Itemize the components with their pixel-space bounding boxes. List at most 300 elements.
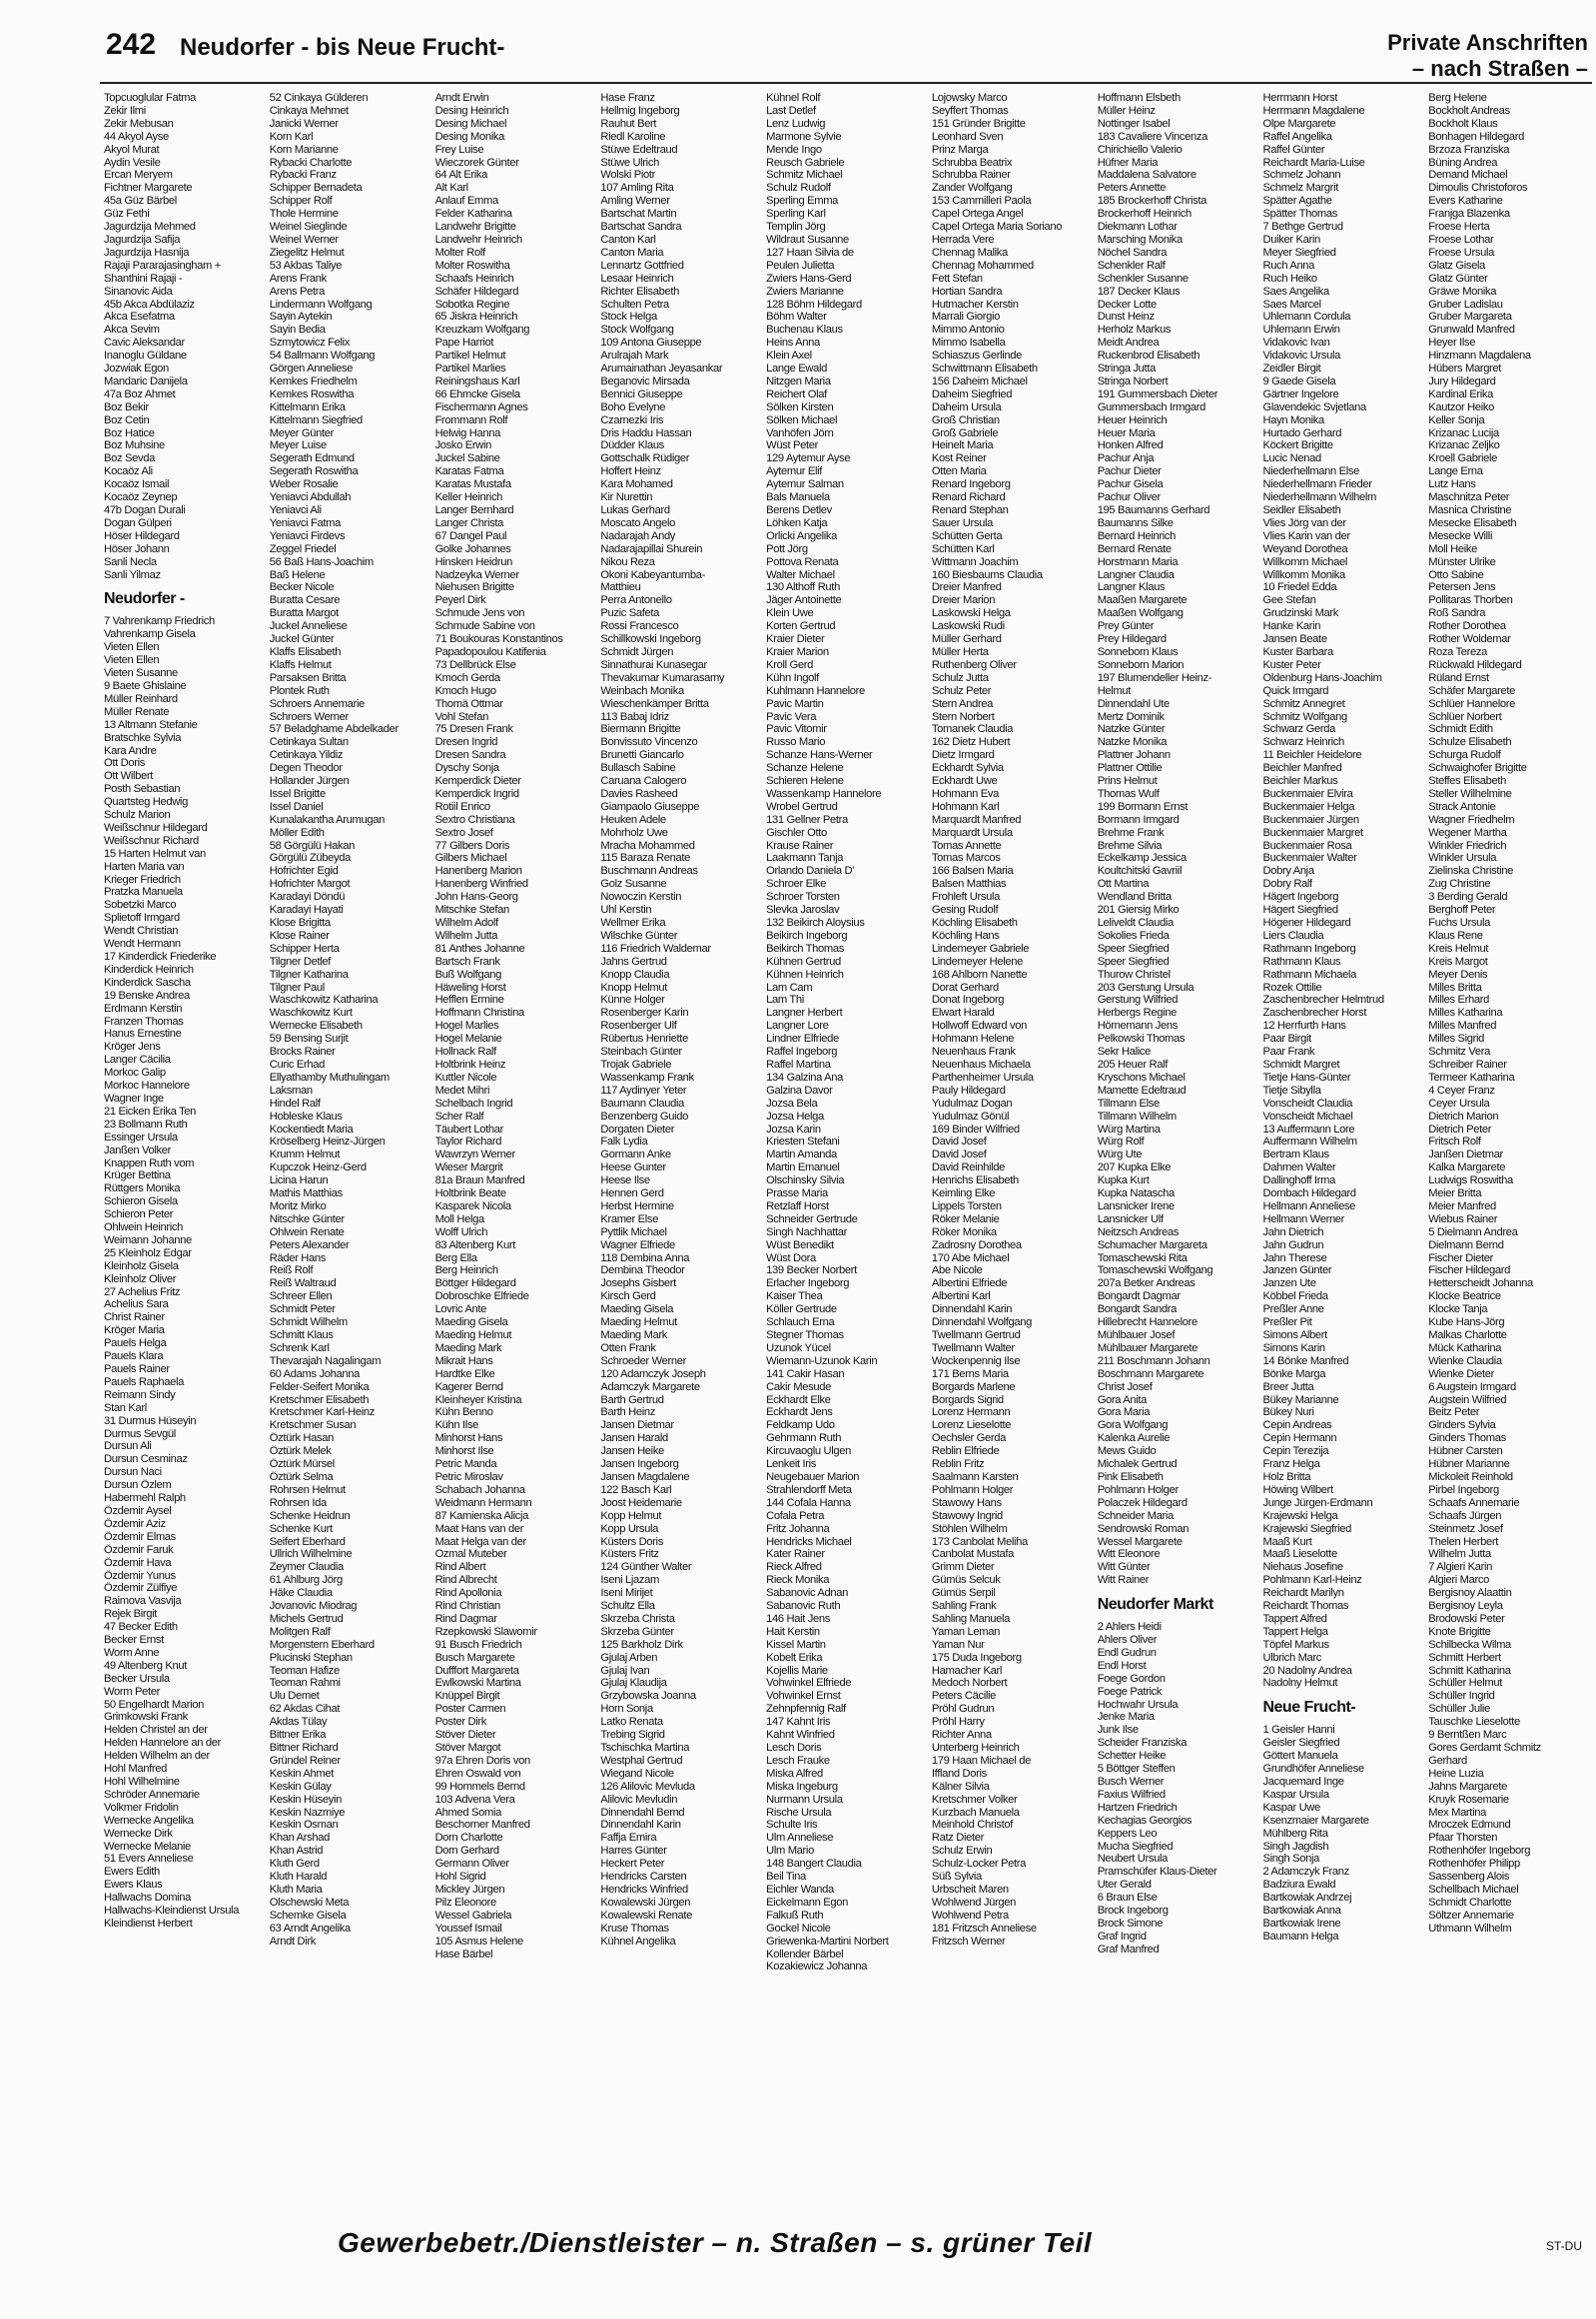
listing-entry: Weyand Dorothea xyxy=(1262,542,1348,555)
listing-entry: Topcuoglular Fatma xyxy=(104,92,196,104)
listing-entry: Kreis Helmut xyxy=(1428,942,1489,955)
listing-entry: Foege Patrick xyxy=(1097,1685,1163,1698)
listing-entry: Josephs Gisbert xyxy=(600,1277,676,1290)
listing-entry: Tilgner Katharina xyxy=(269,968,349,981)
listing-entry: Eckhardt Sylvia xyxy=(931,762,1004,775)
listing-entry: Prasse Maria xyxy=(766,1187,828,1200)
listing-entry: Grundhöfer Anneliese xyxy=(1262,1763,1364,1776)
listing-entry: Olpe Margarete xyxy=(1262,117,1336,130)
listing-entry: Segerath Roswitha xyxy=(269,465,359,478)
listing-entry: 58 Görgülü Hakan xyxy=(269,839,355,852)
listing-entry: Yeniavci Firdevs xyxy=(269,529,346,542)
listing-entry: Pachur Oliver xyxy=(1097,491,1161,504)
listing-entry: Kemkes Friedhelm xyxy=(269,375,358,387)
listing-entry: Kleinholz Gisela xyxy=(104,1259,179,1272)
listing-entry: Lam Cam xyxy=(766,981,813,994)
listing-entry: Anlauf Emma xyxy=(434,195,498,208)
listing-entry: Benzenberg Guido xyxy=(600,1110,689,1123)
listing-entry: Schüller Julie xyxy=(1428,1703,1490,1716)
listing-entry: Ewlkowski Martina xyxy=(434,1677,521,1690)
listing-entry: Häweling Horst xyxy=(434,981,506,994)
listing-entry: Templin Jörg xyxy=(766,221,826,234)
listing-entry: Buchenau Klaus xyxy=(766,324,843,337)
listing-entry: Sabanovic Adnan xyxy=(766,1587,848,1600)
listing-entry: Rajaji Pararajasingham + xyxy=(104,259,221,272)
listing-entry: Görgen Anneliese xyxy=(269,363,354,376)
listing-entry: Speer Siegfried xyxy=(1097,955,1170,968)
listing-entry: Kühnen Heinrich xyxy=(766,968,844,981)
listing-entry: Oldenburg Hans-Joachim xyxy=(1262,671,1382,684)
listing-entry: Rohrsen Helmut xyxy=(269,1483,346,1496)
listing-entry: Tomas Annette xyxy=(931,839,1002,852)
listing-entry: Ott Wilbert xyxy=(104,770,153,783)
listing-entry: Holtbrink Beate xyxy=(434,1187,506,1200)
listing-entry: Worm Peter xyxy=(104,1685,160,1698)
listing-entry: Gärtner Ingelore xyxy=(1262,387,1339,400)
listing-entry: Bertram Klaus xyxy=(1262,1149,1329,1161)
listing-entry: Pavic Martin xyxy=(766,697,824,710)
listing-entry: Golke Johannes xyxy=(434,542,511,555)
listing-entry: Kleindienst Herbert xyxy=(104,1917,193,1930)
listing-entry: Dahmen Walter xyxy=(1262,1161,1336,1174)
listing-entry: Prey Günter xyxy=(1097,620,1155,633)
listing-entry: Lojowsky Marco xyxy=(931,92,1008,104)
listing-entry: Kröger Jens xyxy=(104,1041,161,1054)
listing-entry: Iseni Mirijet xyxy=(600,1587,653,1600)
listing-entry: Vohl Stefan xyxy=(434,710,488,723)
listing-entry: Maeding Gisela xyxy=(434,1316,508,1329)
listing-entry: Thole Hermine xyxy=(269,208,339,221)
listing-entry: Wiebus Rainer xyxy=(1428,1212,1498,1225)
listing-entry: Dietz Irmgard xyxy=(931,749,995,762)
listing-entry: Hayn Monika xyxy=(1262,413,1324,426)
listing-entry: Singh Jagdish xyxy=(1262,1840,1329,1853)
listing-entry: Bals Manuela xyxy=(766,491,830,504)
listing-entry: Saes Angelika xyxy=(1262,285,1329,298)
listing-column xyxy=(435,92,600,2197)
listing-entry: Cinkaya Mehmet xyxy=(269,104,349,117)
listing-entry: Willkomm Michael xyxy=(1262,555,1347,568)
listing-entry: Kara Mohamed xyxy=(600,478,673,491)
listing-entry: Göttert Manuela xyxy=(1262,1750,1338,1763)
listing-entry: Landwehr Heinrich xyxy=(434,233,522,246)
listing-entry: Köckert Brigitte xyxy=(1262,439,1333,452)
listing-entry: 181 Fritzsch Anneliese xyxy=(931,1922,1037,1934)
listing-entry: Zander Wolfgang xyxy=(931,182,1013,195)
listing-entry: Dreier Marion xyxy=(931,594,996,607)
listing-entry: Schmidt Peter xyxy=(269,1303,336,1316)
listing-entry: Weinel Werner xyxy=(269,233,339,246)
listing-entry: Petersen Jens xyxy=(1428,581,1496,594)
listing-entry: Arens Frank xyxy=(269,272,327,285)
listing-entry: Becker Nicole xyxy=(269,581,335,594)
listing-entry: 53 Akbas Taliye xyxy=(269,259,343,272)
listing-entry: Pauly Hildegard xyxy=(931,1084,1006,1097)
listing-entry: Klocke Beatrice xyxy=(1428,1290,1501,1303)
listing-entry: Meidt Andrea xyxy=(1097,337,1160,350)
listing-entry: Puzic Safeta xyxy=(600,607,659,620)
listing-entry: Sonneborn Klaus xyxy=(1097,645,1179,658)
listing-entry: Albertini Karl xyxy=(931,1290,991,1303)
listing-entry: Willkomm Monika xyxy=(1262,568,1345,581)
listing-entry: Hutmacher Kerstin xyxy=(931,298,1019,311)
listing-entry: Jansen Harald xyxy=(600,1432,668,1445)
listing-entry: Arumainathan Jeyasankar xyxy=(600,363,723,376)
listing-entry: Ozmal Muteber xyxy=(434,1548,507,1561)
listing-entry: Wüst Dora xyxy=(766,1251,816,1264)
listing-entry: Janicki Werner xyxy=(269,117,339,130)
listing-entry: Schmidt Edith xyxy=(1428,723,1493,736)
listing-entry: Segerath Edmund xyxy=(269,452,355,465)
listing-entry: 13 Altmann Stefanie xyxy=(104,718,198,731)
listing-entry: Prey Hildegard xyxy=(1097,633,1167,646)
listing-entry: Dornbach Hildegard xyxy=(1262,1187,1356,1200)
listing-entry: Ruch Heiko xyxy=(1262,272,1317,285)
listing-entry: Barth Heinz xyxy=(600,1406,655,1419)
listing-entry: Harten Maria van xyxy=(104,860,185,873)
listing-entry: Matthieu xyxy=(600,581,641,594)
listing-entry: Özdemir Yunus xyxy=(104,1569,176,1582)
listing-entry: Kupka Natascha xyxy=(1097,1187,1175,1200)
listing-entry: Dietrich Marion xyxy=(1428,1110,1499,1123)
listing-entry: Weidmann Hermann xyxy=(434,1496,532,1509)
listing-entry: Kojellis Marie xyxy=(766,1664,828,1677)
listing-entry: Pratzka Manuela xyxy=(104,886,183,899)
listing-entry: Plontek Ruth xyxy=(269,684,330,697)
listing-entry: Juckel Sabine xyxy=(434,452,500,465)
listing-entry: Bittner Richard xyxy=(269,1742,339,1754)
listing-entry: Keskin Ahmet xyxy=(269,1767,334,1780)
listing-entry: Wilhelm Adolf xyxy=(434,917,498,929)
listing-entry: Janzen Ute xyxy=(1262,1277,1316,1290)
listing-entry: Würg Rolf xyxy=(1097,1136,1145,1149)
listing-entry: Özdemir Zülfiye xyxy=(104,1582,178,1595)
listing-entry: Mickley Jürgen xyxy=(434,1883,505,1896)
listing-entry: Kruyk Rosemarie xyxy=(1428,1793,1509,1806)
listing-entry: Raffel Angelika xyxy=(1262,130,1332,143)
listing-entry: Canton Maria xyxy=(600,246,664,259)
listing-entry: Kluth Maria xyxy=(269,1883,323,1896)
listing-entry: Töpfel Markus xyxy=(1262,1638,1329,1651)
listing-entry: Langer Christa xyxy=(434,516,504,529)
listing-entry: 5 Dielmann Andrea xyxy=(1428,1225,1518,1238)
listing-entry: Kittelmann Siegfried xyxy=(269,413,363,426)
listing-entry: Raffel Ingeborg xyxy=(766,1046,838,1059)
listing-entry: 44 Akyol Ayse xyxy=(104,130,169,143)
listing-entry: Kretschmer Karl-Heinz xyxy=(269,1406,375,1419)
listing-entry: Hochwahr Ursula xyxy=(1097,1698,1179,1711)
listing-entry: Vlies Jörg van der xyxy=(1262,516,1346,529)
listing-entry: Boho Evelyne xyxy=(600,400,666,413)
listing-entry: Schröder Annemarie xyxy=(104,1788,200,1801)
listing-entry: Lukas Gerhard xyxy=(600,504,670,516)
listing-entry: Kluth Gerd xyxy=(269,1858,320,1871)
listing-entry: Alt Karl xyxy=(434,182,468,195)
section-label-line1: Private Anschriften xyxy=(1387,30,1588,55)
listing-entry: Kocaöz Ismail xyxy=(104,478,170,491)
listing-entry: Eckhardt Uwe xyxy=(931,775,998,788)
listing-entry: Dobry Anja xyxy=(1262,865,1314,878)
listing-entry: Beschorner Manfred xyxy=(434,1819,530,1832)
listing-entry: Frey Luise xyxy=(434,143,484,156)
listing-entry: Hait Kerstin xyxy=(766,1625,820,1638)
listing-entry: Harres Günter xyxy=(600,1845,667,1858)
listing-entry: Keskin Hüseyin xyxy=(269,1793,342,1806)
listing-entry: Beil Tina xyxy=(766,1871,806,1884)
listing-entry: Höwing Wilbert xyxy=(1262,1483,1333,1496)
listing-entry: Meyer Denis xyxy=(1428,968,1488,981)
listing-entry: Gümüs Selcuk xyxy=(931,1574,1001,1587)
listing-entry: Heins Anna xyxy=(766,337,820,350)
listing-entry: Griewenka-Martini Norbert xyxy=(766,1934,889,1947)
listing-entry: Maaß Lieselotte xyxy=(1262,1548,1337,1561)
listing-entry: Partikel Marlies xyxy=(434,363,506,376)
listing-entry: 160 Biesbaums Claudia xyxy=(931,568,1043,581)
listing-entry: Glavendekic Svjetlana xyxy=(1262,400,1366,413)
listing-entry: Rathmann Klaus xyxy=(1262,955,1341,968)
listing-entry: Marsching Monika xyxy=(1097,233,1183,246)
listing-entry: Schwittmann Elisabeth xyxy=(931,363,1038,376)
listing-entry: Molitgen Ralf xyxy=(269,1625,331,1638)
listing-entry: Bartkowiak Irene xyxy=(1262,1917,1341,1930)
listing-entry: Uhlemann Cordula xyxy=(1262,311,1351,324)
listing-entry: Weinel Sieglinde xyxy=(269,221,348,234)
listing-entry: Öztürk Melek xyxy=(269,1445,332,1458)
listing-entry: Pirbel Ingeborg xyxy=(1428,1483,1499,1496)
listing-entry: 107 Amling Rita xyxy=(600,182,674,195)
listing-entry: Seyffert Thomas xyxy=(931,104,1009,117)
listing-entry: Pyttlik Michael xyxy=(600,1225,667,1238)
listing-entry: Albertini Elfriede xyxy=(931,1277,1008,1290)
listing-entry: Lennartz Gottfried xyxy=(600,259,684,272)
listing-entry: Schulz Peter xyxy=(931,684,992,697)
listing-entry: Uthmann Wilhelm xyxy=(1428,1922,1512,1934)
listing-entry: 15 Harten Helmut van xyxy=(104,847,206,860)
listing-entry: Maeding Helmut xyxy=(434,1329,512,1341)
listing-entry: Busch Margarete xyxy=(434,1651,515,1664)
listing-entry: Kramer Else xyxy=(600,1212,659,1225)
listing-entry: Brock Simone xyxy=(1097,1917,1164,1930)
listing-entry: Brzoza Franziska xyxy=(1428,143,1510,156)
listing-entry: Uhl Kerstin xyxy=(600,904,652,917)
listing-entry: Paar Birgit xyxy=(1262,1033,1311,1046)
listing-entry: Niederhellmann Wilhelm xyxy=(1262,491,1377,504)
listing-entry: Aydin Vesile xyxy=(104,156,161,169)
listing-entry: Nadolny Helmut xyxy=(1262,1677,1338,1690)
listing-entry: Rother Woldemar xyxy=(1428,633,1511,646)
listing-entry: Stawowy Hans xyxy=(931,1496,1002,1509)
listing-entry: Rosenberger Ulf xyxy=(600,1020,677,1033)
section-label xyxy=(1387,30,1588,82)
listing-entry: Schellbach Michael xyxy=(1428,1883,1519,1896)
listing-entry: Yaman Leman xyxy=(931,1625,1000,1638)
listing-entry: Herholz Markus xyxy=(1097,324,1172,337)
listing-entry: Kreuzkam Wolfgang xyxy=(434,324,530,337)
listing-entry: Stock Helga xyxy=(600,311,657,324)
listing-entry: Hollander Jürgen xyxy=(269,775,350,788)
listing-entry: Froese Ursula xyxy=(1428,246,1494,259)
listing-entry: Pachur Dieter xyxy=(1097,465,1162,478)
listing-entry: Herrmann Horst xyxy=(1262,92,1338,104)
listing-entry: Schmelz Johann xyxy=(1262,169,1341,182)
listing-entry: 51 Evers Anneliese xyxy=(104,1853,194,1866)
listing-entry: Weimann Johanne xyxy=(104,1233,192,1246)
listing-entry: Milles Erhard xyxy=(1428,994,1489,1007)
listing-entry: 91 Busch Friedrich xyxy=(434,1638,522,1651)
listing-entry: Keppers Leo xyxy=(1097,1827,1158,1840)
listing-entry: Tomas Marcos xyxy=(931,852,1001,865)
listing-entry: Walter Michael xyxy=(766,568,835,581)
listing-entry: Milles Britta xyxy=(1428,981,1482,994)
listing-entry: Dunst Heinz xyxy=(1097,311,1155,324)
listing-entry: Wagner Inge xyxy=(104,1092,164,1105)
listing-entry: 3 Berding Gerald xyxy=(1428,891,1508,904)
listing-entry: 128 Böhm Hildegard xyxy=(766,298,862,311)
listing-entry: Richter Anna xyxy=(931,1729,992,1742)
listing-entry: 170 Abe Michael xyxy=(931,1251,1010,1264)
listing-entry: Hoffmann Elsbeth xyxy=(1097,92,1181,104)
listing-entry: Simons Karin xyxy=(1262,1341,1325,1354)
listing-entry: Zaschenbrecher Helmtrud xyxy=(1262,994,1384,1007)
listing-entry: Last Detlef xyxy=(766,104,816,117)
listing-entry: Rybacki Franz xyxy=(269,169,337,182)
listing-entry: Schüller Ingrid xyxy=(1428,1690,1495,1703)
listing-entry: Vieten Susanne xyxy=(104,667,178,680)
listing-entry: Grimm Dieter xyxy=(931,1561,995,1574)
listing-column xyxy=(104,92,269,2197)
listing-entry: Scher Ralf xyxy=(434,1110,484,1123)
listing-entry: Medet Mihri xyxy=(434,1084,490,1097)
listing-entry: Wüst Peter xyxy=(766,439,818,452)
listing-entry: Chennag Mohammed xyxy=(931,259,1034,272)
listing-entry: Tauschke Lieselotte xyxy=(1428,1716,1520,1729)
listing-entry: Rind Christian xyxy=(434,1600,500,1613)
listing-entry: Wawrzyn Werner xyxy=(434,1149,515,1161)
listing-entry: Kühnel Angelika xyxy=(600,1934,676,1947)
listing-entry: Sextro Christiana xyxy=(434,813,515,826)
listing-entry: Langer Cäcilia xyxy=(104,1054,171,1067)
listing-entry: Bartkowiak Anna xyxy=(1262,1905,1341,1918)
listing-entry: Molter Rolf xyxy=(434,246,485,259)
listing-entry: Kautzor Heiko xyxy=(1428,400,1494,413)
listing-entry: 187 Decker Klaus xyxy=(1097,285,1181,298)
listing-entry: Schneider Gertrude xyxy=(766,1212,858,1225)
listing-entry: Hübers Margret xyxy=(1428,363,1502,376)
listing-entry: Okoni Kabeyantumba- xyxy=(600,568,706,581)
listing-entry: Pauels Rainer xyxy=(104,1363,170,1375)
listing-entry: Janßen Dietmar xyxy=(1428,1149,1503,1161)
listing-entry: Twellmann Walter xyxy=(931,1341,1015,1354)
listing-entry: Mühlbauer Margarete xyxy=(1097,1341,1197,1354)
listing-entry: Retzlaff Horst xyxy=(766,1199,829,1212)
listing-entry: Kagerer Bernd xyxy=(434,1380,503,1393)
listing-entry: Krieger Friedrich xyxy=(104,873,181,886)
listing-entry: Mamette Edeltraud xyxy=(1097,1084,1187,1097)
listing-entry: Teoman Rahmi xyxy=(269,1677,341,1690)
listing-entry: Müller Reinhard xyxy=(104,692,178,705)
listing-entry: Wieczorek Günter xyxy=(434,156,519,169)
listing-entry: John Hans-Georg xyxy=(434,891,518,904)
listing-entry: Kalka Margarete xyxy=(1428,1161,1506,1174)
listing-entry: Boz Sevda xyxy=(104,452,155,465)
listing-entry: Vieten Ellen xyxy=(104,654,160,667)
listing-entry: Vonscheidt Michael xyxy=(1262,1110,1353,1123)
listing-entry: Desing Michael xyxy=(434,117,507,130)
listing-entry: Beganovic Mirsada xyxy=(600,375,690,387)
listing-entry: Witt Günter xyxy=(1097,1561,1151,1574)
listing-entry: Cofala Petra xyxy=(766,1509,825,1522)
listing-entry: Schultz Ella xyxy=(600,1600,655,1613)
listing-entry: Schmitt Katharina xyxy=(1428,1664,1511,1677)
listing-entry: 173 Canbolat Meliha xyxy=(931,1535,1028,1548)
listing-entry: Kemkes Roswitha xyxy=(269,387,355,400)
listing-entry: Pavic Vitomir xyxy=(766,723,827,736)
listing-entry: Hallwachs Domina xyxy=(104,1892,192,1905)
listing-entry: Wendt Christian xyxy=(104,925,179,938)
listing-entry: Stringa Norbert xyxy=(1097,375,1169,387)
listing-entry: Heinelt Maria xyxy=(931,439,994,452)
listing-entry: Frommann Rolf xyxy=(434,413,508,426)
listing-entry: Desing Monika xyxy=(434,130,505,143)
listing-entry: Neitzsch Andreas xyxy=(1097,1225,1180,1238)
listing-entry: Kaspar Ursula xyxy=(1262,1788,1329,1801)
listing-entry: Herbergs Regine xyxy=(1097,1007,1178,1020)
listing-entry: Janßen Volker xyxy=(104,1144,171,1157)
listing-entry: Sahling Frank xyxy=(931,1600,997,1613)
listing-entry: Lindemeyer Helene xyxy=(931,955,1023,968)
listing-entry: Parsaksen Britta xyxy=(269,671,347,684)
listing-entry: Lutz Hans xyxy=(1428,478,1476,491)
listing-entry: Klose Brigitta xyxy=(269,917,331,929)
listing-entry: Münster Ulrike xyxy=(1428,555,1496,568)
listing-entry: Helmut xyxy=(1097,684,1132,697)
listing-entry: Seidler Elisabeth xyxy=(1262,504,1341,516)
listing-entry: Nadzeyka Werner xyxy=(434,568,519,581)
listing-entry: Simons Albert xyxy=(1262,1329,1327,1341)
listing-entry: Berghoff Peter xyxy=(1428,904,1496,917)
listing-entry: Reichert Olaf xyxy=(766,387,827,400)
listing-entry: Schanze Helene xyxy=(766,762,844,775)
listing-entry: Maat Helga van der xyxy=(434,1535,526,1548)
listing-entry: Hübner Marianne xyxy=(1428,1458,1510,1471)
footer-code: ST-DU xyxy=(1546,2239,1582,2253)
listing-entry: Oechsler Gerda xyxy=(931,1432,1006,1445)
listing-entry: Özdemir Faruk xyxy=(104,1543,174,1556)
listing-entry: Hägert Siegfried xyxy=(1262,904,1338,917)
listing-entry: Jansen Beate xyxy=(1262,633,1327,646)
listing-entry: Hofrichter Egid xyxy=(269,865,339,878)
listing-entry: Skrzeba Christa xyxy=(600,1612,675,1625)
listing-entry: Pauels Helga xyxy=(104,1337,167,1350)
listing-entry: Yeniavci Fatma xyxy=(269,516,341,529)
listing-entry: Hohmann Helene xyxy=(931,1033,1015,1046)
listing-entry: Schwarz Heinrich xyxy=(1262,736,1344,749)
listing-entry: Polaczek Hildegard xyxy=(1097,1496,1188,1509)
listing-entry: Donat Ingeborg xyxy=(931,994,1005,1007)
listing-entry: Dresen Ingrid xyxy=(434,736,498,749)
listing-entry: Özdemir Aysel xyxy=(104,1504,172,1517)
listing-entry: Borgards Sigrid xyxy=(931,1393,1004,1406)
listing-entry: Brehme Silvia xyxy=(1097,839,1163,852)
listing-entry: Kriesten Stefani xyxy=(766,1136,840,1149)
listing-entry: Keskin Nazmiye xyxy=(269,1806,346,1819)
listing-entry: 14 Bönke Manfred xyxy=(1262,1354,1349,1367)
listing-entry: 144 Cofala Hanna xyxy=(766,1496,851,1509)
listing-entry: Heine Luzia xyxy=(1428,1767,1484,1780)
listing-entry: Dresen Sandra xyxy=(434,749,506,762)
listing-entry: 129 Aytemur Ayse xyxy=(766,452,851,465)
listing-entry: Zekir Ilmi xyxy=(104,104,146,117)
